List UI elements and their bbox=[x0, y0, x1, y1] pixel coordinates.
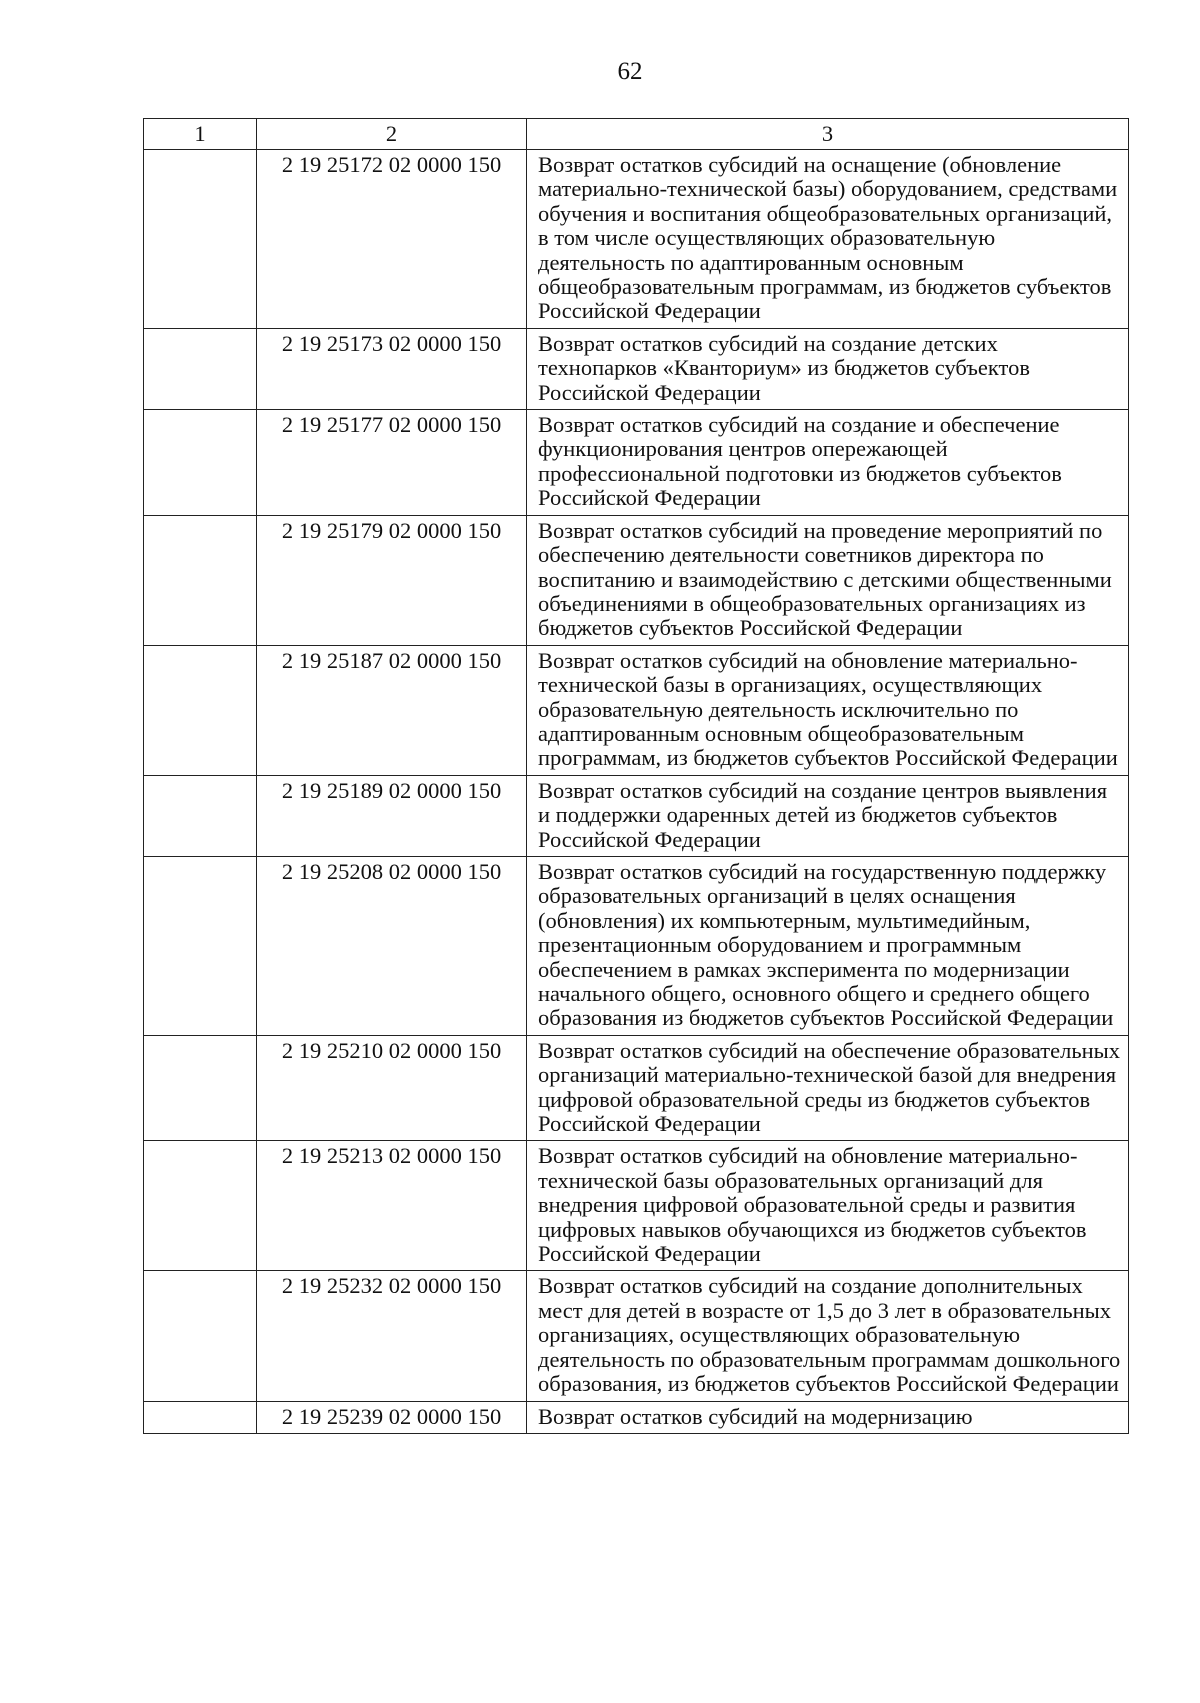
description-cell: Возврат остатков субсидий на создание дополнительных мест для детей в возрасте от 1,5 до 3 лет в образовательных организациях, осуществляющих образовательную деятельность по образовательным программам дошкольного образования, из бюджетов субъектов Российской Федерации bbox=[527, 1271, 1129, 1401]
row-col1-cell bbox=[144, 1401, 257, 1433]
description-cell: Возврат остатков субсидий на государственную поддержку образовательных организаций в целях оснащения (обновления) их компьютерным, мультимедийным, презентационным оборудованием и программным обеспечением в рамках эксперимента по модернизации начального общего, основного общего и среднего общего образования из бюджетов субъектов Российской Федерации bbox=[527, 856, 1129, 1035]
row-col1-cell bbox=[144, 856, 257, 1035]
budget-code-cell: 2 19 25173 02 0000 150 bbox=[257, 328, 527, 409]
description-cell: Возврат остатков субсидий на обеспечение образовательных организаций материально-технической базой для внедрения цифровой образовательной среды из бюджетов субъектов Российской Федерации bbox=[527, 1035, 1129, 1141]
budget-code-cell: 2 19 25187 02 0000 150 bbox=[257, 645, 527, 775]
description-cell: Возврат остатков субсидий на обновление материально-технической базы в организациях, осуществляющих образовательную деятельность исключительно по адаптированным основным общеобразовательным программам, из бюджетов субъектов Российской Федерации bbox=[527, 645, 1129, 775]
table-header-row bbox=[144, 119, 1129, 150]
column-header-1: 1 bbox=[144, 119, 257, 150]
row-col1-cell bbox=[144, 328, 257, 409]
budget-code-table bbox=[143, 118, 1129, 1434]
budget-code-cell: 2 19 25210 02 0000 150 bbox=[257, 1035, 527, 1141]
table-row bbox=[144, 515, 1129, 645]
table-row bbox=[144, 1271, 1129, 1401]
table-row bbox=[144, 1401, 1129, 1433]
description-cell: Возврат остатков субсидий на создание центров выявления и поддержки одаренных детей из бюджетов субъектов Российской Федерации bbox=[527, 775, 1129, 856]
table-row bbox=[144, 150, 1129, 329]
row-col1-cell bbox=[144, 775, 257, 856]
budget-code-cell: 2 19 25239 02 0000 150 bbox=[257, 1401, 527, 1433]
row-col1-cell bbox=[144, 1271, 257, 1401]
budget-code-cell: 2 19 25179 02 0000 150 bbox=[257, 515, 527, 645]
description-cell: Возврат остатков субсидий на создание детских технопарков «Кванториум» из бюджетов субъектов Российской Федерации bbox=[527, 328, 1129, 409]
row-col1-cell bbox=[144, 410, 257, 516]
description-cell: Возврат остатков субсидий на обновление материально-технической базы образовательных организаций для внедрения цифровой образовательной среды и развития цифровых навыков обучающихся из бюджетов субъектов Российской Федерации bbox=[527, 1141, 1129, 1271]
table-row bbox=[144, 775, 1129, 856]
table-row bbox=[144, 1035, 1129, 1141]
budget-code-cell: 2 19 25213 02 0000 150 bbox=[257, 1141, 527, 1271]
budget-code-cell: 2 19 25177 02 0000 150 bbox=[257, 410, 527, 516]
budget-code-cell: 2 19 25189 02 0000 150 bbox=[257, 775, 527, 856]
description-cell: Возврат остатков субсидий на модернизацию bbox=[527, 1401, 1129, 1433]
table-row bbox=[144, 856, 1129, 1035]
budget-code-cell: 2 19 25208 02 0000 150 bbox=[257, 856, 527, 1035]
row-col1-cell bbox=[144, 515, 257, 645]
row-col1-cell bbox=[144, 1141, 257, 1271]
table-row bbox=[144, 328, 1129, 409]
column-header-2: 2 bbox=[257, 119, 527, 150]
table-row bbox=[144, 1141, 1129, 1271]
description-cell: Возврат остатков субсидий на создание и обеспечение функционирования центров опережающей профессиональной подготовки из бюджетов субъектов Российской Федерации bbox=[527, 410, 1129, 516]
description-cell: Возврат остатков субсидий на оснащение (обновление материально-технической базы) оборудованием, средствами обучения и воспитания общеобразовательных организаций, в том числе осуществляющих образовательную деятельность по адаптированным основным общеобразовательным программам, из бюджетов субъектов Российской Федерации bbox=[527, 150, 1129, 329]
row-col1-cell bbox=[144, 1035, 257, 1141]
budget-code-cell: 2 19 25172 02 0000 150 bbox=[257, 150, 527, 329]
page-number: 62 bbox=[617, 58, 643, 85]
description-cell: Возврат остатков субсидий на проведение мероприятий по обеспечению деятельности советников директора по воспитанию и взаимодействию с детскими общественными объединениями в общеобразовательных организациях из бюджетов субъектов Российской Федерации bbox=[527, 515, 1129, 645]
row-col1-cell bbox=[144, 645, 257, 775]
table-row bbox=[144, 645, 1129, 775]
table-row bbox=[144, 410, 1129, 516]
budget-code-cell: 2 19 25232 02 0000 150 bbox=[257, 1271, 527, 1401]
column-header-3: 3 bbox=[527, 119, 1129, 150]
row-col1-cell bbox=[144, 150, 257, 329]
